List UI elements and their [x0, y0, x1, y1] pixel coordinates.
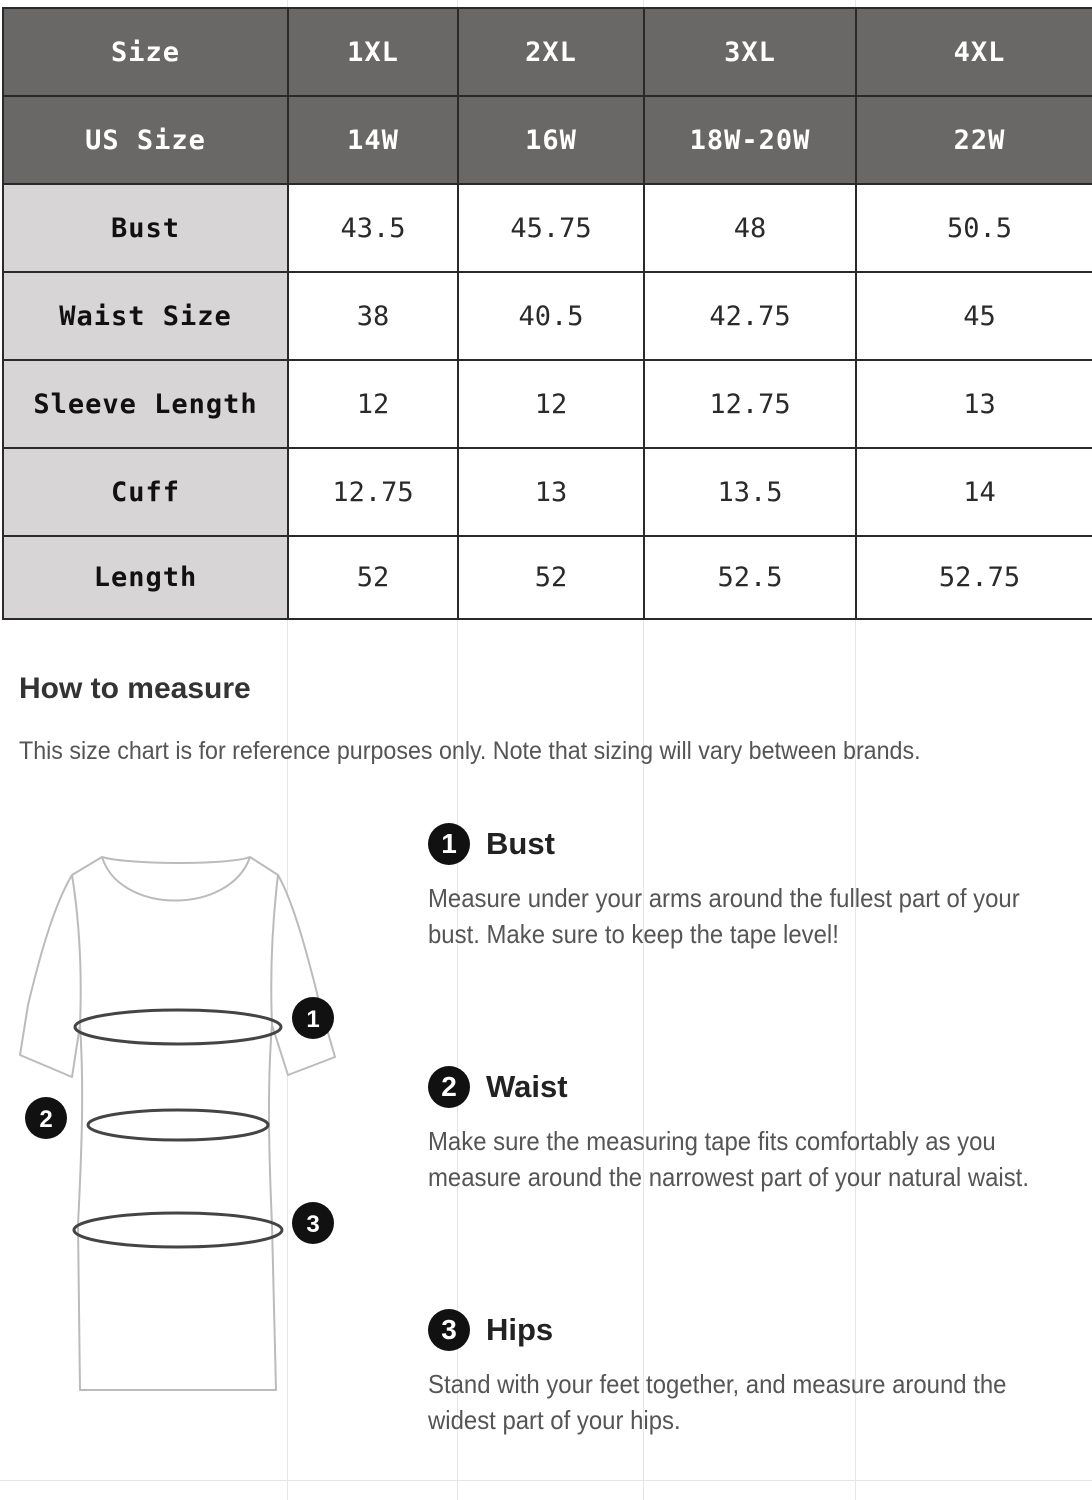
section-title: Hips — [486, 1312, 554, 1347]
table-cell: 43.5 — [288, 184, 458, 272]
number-2-icon: 2 — [428, 1066, 470, 1108]
table-cell: 52.75 — [856, 536, 1092, 619]
table-cell: 52 — [458, 536, 644, 619]
table-row — [3, 272, 1092, 360]
header-cell: 16W — [458, 96, 644, 184]
table-cell: 12.75 — [288, 448, 458, 536]
section-heading — [428, 1063, 1078, 1111]
header-cell: 18W-20W — [644, 96, 856, 184]
dress-diagram — [10, 845, 350, 1405]
marker-1-label: 1 — [306, 1006, 320, 1033]
table-cell: 45 — [856, 272, 1092, 360]
bust-section — [428, 820, 1078, 952]
row-label: Cuff — [3, 448, 288, 536]
header-cell: 1XL — [288, 8, 458, 96]
header-cell: US Size — [3, 96, 288, 184]
waist-section — [428, 1063, 1078, 1195]
table-cell: 13 — [856, 360, 1092, 448]
table-cell: 40.5 — [458, 272, 644, 360]
number-3-icon: 3 — [428, 1309, 470, 1351]
row-label: Waist Size — [3, 272, 288, 360]
how-to-measure-title: How to measure — [19, 672, 251, 705]
size-header-row — [3, 8, 1092, 96]
table-row — [3, 448, 1092, 536]
section-description: Measure under your arms around the fullest part of your bust. Make sure to keep the tape level! — [428, 883, 1020, 949]
header-cell: 2XL — [458, 8, 644, 96]
table-cell: 14 — [856, 448, 1092, 536]
table-cell: 12.75 — [644, 360, 856, 448]
row-label: Sleeve Length — [3, 360, 288, 448]
section-heading — [428, 820, 1078, 868]
section-title: Waist — [486, 1069, 568, 1104]
row-label: Bust — [3, 184, 288, 272]
us-size-header-row — [3, 96, 1092, 184]
grid-line — [0, 1480, 1092, 1481]
marker-3-label: 3 — [306, 1211, 320, 1238]
table-cell: 38 — [288, 272, 458, 360]
header-cell: Size — [3, 8, 288, 96]
row-label: Length — [3, 536, 288, 619]
section-description: Stand with your feet together, and measure around the widest part of your hips. — [428, 1369, 1007, 1435]
dress-outline — [20, 857, 335, 1390]
section-title: Bust — [486, 826, 555, 861]
table-cell: 13 — [458, 448, 644, 536]
header-cell: 3XL — [644, 8, 856, 96]
table-cell: 12 — [458, 360, 644, 448]
table-cell: 48 — [644, 184, 856, 272]
table-cell: 52.5 — [644, 536, 856, 619]
table-row — [3, 536, 1092, 619]
number-1-icon: 1 — [428, 823, 470, 865]
table-row — [3, 184, 1092, 272]
header-cell: 14W — [288, 96, 458, 184]
header-cell: 22W — [856, 96, 1092, 184]
reference-note: This size chart is for reference purposes only. Note that sizing will vary between brands. — [19, 737, 921, 765]
hips-section — [428, 1306, 1078, 1438]
table-row — [3, 360, 1092, 448]
table-cell: 50.5 — [856, 184, 1092, 272]
table-cell: 12 — [288, 360, 458, 448]
marker-2-label: 2 — [39, 1106, 53, 1133]
section-description: Make sure the measuring tape fits comfortably as you measure around the narrowest part of your natural waist. — [428, 1126, 1029, 1192]
table-cell: 42.75 — [644, 272, 856, 360]
table-cell: 13.5 — [644, 448, 856, 536]
section-heading — [428, 1306, 1078, 1354]
table-cell: 45.75 — [458, 184, 644, 272]
size-chart-table — [2, 7, 1092, 620]
table-cell: 52 — [288, 536, 458, 619]
header-cell: 4XL — [856, 8, 1092, 96]
